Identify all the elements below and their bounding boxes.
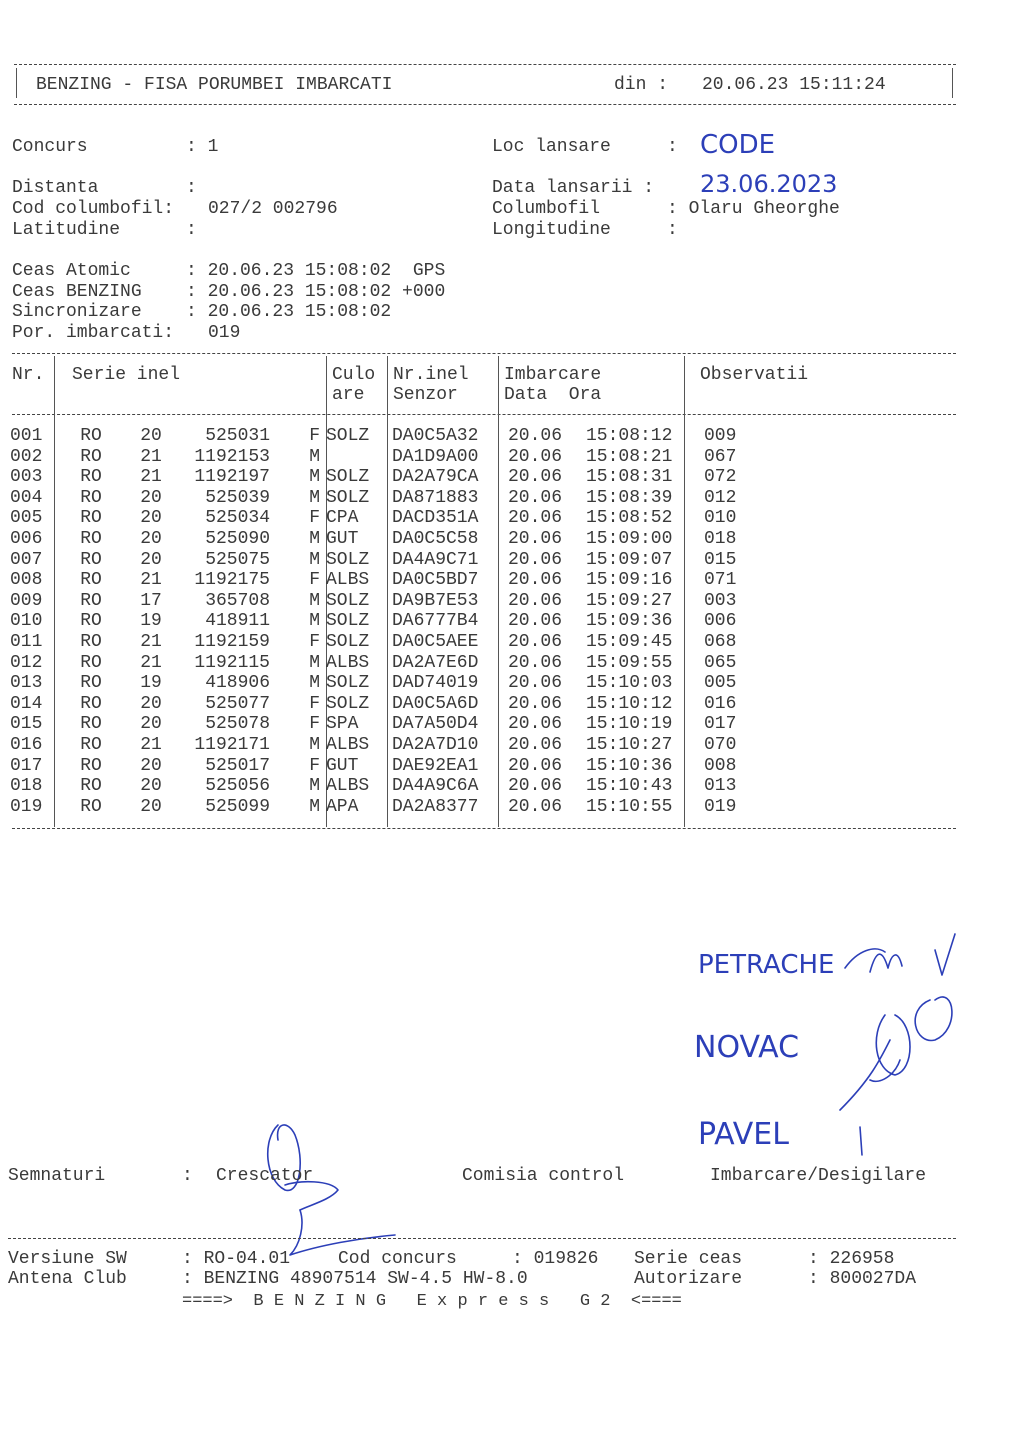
cell-an: 21 <box>140 446 162 467</box>
cell-nr: 007 <box>10 549 43 570</box>
cod-columbofil-value: 027/2 002796 <box>208 199 338 219</box>
versiune-label: Versiune SW <box>8 1249 127 1269</box>
loc-lansare-sep: : <box>667 137 678 157</box>
latitudine-label: Latitudine <box>12 220 121 240</box>
cell-tara: RO <box>80 528 102 549</box>
longitudine-value: : <box>667 220 678 240</box>
cell-senzor: DACD351A <box>392 508 479 529</box>
cell-tara: RO <box>80 796 102 817</box>
cell-sex: M <box>309 673 320 694</box>
cell-obs: 065 <box>704 652 737 673</box>
por-imbarcati-label: Por. imbarcati: <box>12 323 175 343</box>
cell-nr: 009 <box>10 590 43 611</box>
cell-obs: 010 <box>704 508 737 529</box>
signature-stroke <box>915 997 952 1041</box>
cell-senzor: DA0C5AEE <box>392 631 479 652</box>
cell-obs: 015 <box>704 549 737 570</box>
cell-ora: 15:10:12 <box>586 693 673 714</box>
cell-ora: 15:10:27 <box>586 734 673 755</box>
cell-senzor: DAD74019 <box>392 673 479 694</box>
cell-obs: 008 <box>704 755 737 776</box>
latitudine-value: : <box>186 220 197 240</box>
cell-obs: 006 <box>704 611 737 632</box>
cell-an: 20 <box>140 426 162 446</box>
cell-inel: 525099 <box>205 796 270 817</box>
cell-obs: 003 <box>704 590 737 611</box>
cell-inel: 525031 <box>205 426 270 446</box>
cell-sex: M <box>309 796 320 817</box>
signature-stroke <box>876 1015 910 1075</box>
cell-sex: M <box>309 487 320 508</box>
brand-line: ====> B E N Z I N G E x p r e s s G 2 <==== <box>182 1292 682 1311</box>
cell-data: 20.06 <box>508 611 563 632</box>
cell-nr: 010 <box>10 611 43 632</box>
cell-ora: 15:08:39 <box>586 487 673 508</box>
cell-nr: 013 <box>10 673 43 694</box>
cell-data: 20.06 <box>508 467 563 488</box>
cell-senzor: DA6777B4 <box>392 611 479 632</box>
cell-nr: 015 <box>10 714 43 735</box>
cell-senzor: DAE92EA1 <box>392 755 479 776</box>
cell-obs: 005 <box>704 673 737 694</box>
cell-inel: 1192197 <box>194 467 270 488</box>
cell-tara: RO <box>80 467 102 488</box>
cell-tara: RO <box>80 734 102 755</box>
cell-nr: 018 <box>10 776 43 797</box>
loc-lansare-label: Loc lansare <box>492 137 611 157</box>
cell-inel: 365708 <box>205 590 270 611</box>
cell-obs: 018 <box>704 528 737 549</box>
cell-culoare: CPA <box>326 508 359 529</box>
serie-ceas-value: : 226958 <box>808 1249 895 1269</box>
header-din-value: 20.06.23 15:11:24 <box>702 75 886 95</box>
cell-nr: 016 <box>10 734 43 755</box>
col-header-nr-inel: Nr.inel <box>393 365 469 385</box>
cell-nr: 017 <box>10 755 43 776</box>
clock-label: Ceas Atomic <box>12 261 131 281</box>
cell-data: 20.06 <box>508 508 563 529</box>
cell-inel: 418911 <box>205 611 270 632</box>
cell-ora: 15:09:00 <box>586 528 673 549</box>
header-title: BENZING - FISA PORUMBEI IMBARCATI <box>36 75 393 95</box>
cell-nr: 003 <box>10 467 43 488</box>
cell-obs: 009 <box>704 426 737 446</box>
columbofil-label: Columbofil <box>492 199 601 219</box>
cell-obs: 071 <box>704 570 737 591</box>
signature-name-handwritten: NOVAC <box>694 1030 800 1065</box>
cell-inel: 525077 <box>205 693 270 714</box>
cell-culoare: ALBS <box>326 734 370 755</box>
cell-sex: M <box>309 446 320 467</box>
autorizare-value: : 800027DA <box>808 1269 917 1289</box>
cell-tara: RO <box>80 755 102 776</box>
cell-tara: RO <box>80 549 102 570</box>
clock-value: : 20.06.23 15:08:02 +000 <box>186 282 446 302</box>
cell-ora: 15:09:36 <box>586 611 673 632</box>
cell-data: 20.06 <box>508 426 563 446</box>
comisia-label: Comisia control <box>462 1166 625 1186</box>
cell-ora: 15:10:19 <box>586 714 673 735</box>
cell-data: 20.06 <box>508 590 563 611</box>
cell-data: 20.06 <box>508 446 563 467</box>
clock-label: Sincronizare <box>12 302 142 322</box>
footer-top-border <box>8 1238 956 1239</box>
col-header-serie: Serie inel <box>72 365 181 385</box>
cell-sex: M <box>309 776 320 797</box>
cell-nr: 001 <box>10 426 43 446</box>
cell-tara: RO <box>80 487 102 508</box>
versiune-value: : RO-04.01 <box>182 1249 291 1269</box>
cell-an: 21 <box>140 570 162 591</box>
data-lansarii-handwritten: 23.06.2023 <box>700 170 838 198</box>
cell-data: 20.06 <box>508 755 563 776</box>
cell-obs: 072 <box>704 467 737 488</box>
cell-culoare: ALBS <box>326 652 370 673</box>
cell-senzor: DA9B7E53 <box>392 590 479 611</box>
cell-inel: 525075 <box>205 549 270 570</box>
cell-culoare: SOLZ <box>326 631 370 652</box>
cell-inel: 525056 <box>205 776 270 797</box>
concurs-value: : 1 <box>186 137 219 157</box>
cell-data: 20.06 <box>508 734 563 755</box>
cell-an: 20 <box>140 755 162 776</box>
cell-sex: M <box>309 528 320 549</box>
col-header-observatii: Observatii <box>700 365 809 385</box>
cell-culoare: ALBS <box>326 570 370 591</box>
distanta-value: : <box>186 178 197 198</box>
cell-obs: 070 <box>704 734 737 755</box>
cell-senzor: DA0C5A6D <box>392 693 479 714</box>
cell-tara: RO <box>80 570 102 591</box>
cell-inel: 525039 <box>205 487 270 508</box>
cell-an: 21 <box>140 631 162 652</box>
cell-inel: 1192115 <box>194 652 270 673</box>
cell-sex: M <box>309 734 320 755</box>
cell-tara: RO <box>80 611 102 632</box>
cell-culoare: GUT <box>326 528 359 549</box>
cell-culoare: APA <box>326 796 359 817</box>
cell-an: 19 <box>140 673 162 694</box>
cell-senzor: DA2A79CA <box>392 467 479 488</box>
concurs-label: Concurs <box>12 137 88 157</box>
cell-data: 20.06 <box>508 714 563 735</box>
cell-data: 20.06 <box>508 570 563 591</box>
cell-obs: 012 <box>704 487 737 508</box>
cell-culoare: SOLZ <box>326 467 370 488</box>
cell-inel: 525034 <box>205 508 270 529</box>
cell-data: 20.06 <box>508 776 563 797</box>
cell-culoare: ALBS <box>326 776 370 797</box>
cell-nr: 012 <box>10 652 43 673</box>
cell-senzor: DA7A50D4 <box>392 714 479 735</box>
cell-an: 21 <box>140 652 162 673</box>
cell-sex: M <box>309 590 320 611</box>
distanta-label: Distanta <box>12 178 99 198</box>
cell-sex: M <box>309 611 320 632</box>
clock-value: : 20.06.23 15:08:02 GPS <box>186 261 446 281</box>
cell-an: 20 <box>140 508 162 529</box>
antena-value: : BENZING 48907514 SW-4.5 HW-8.0 <box>182 1269 528 1289</box>
cell-obs: 068 <box>704 631 737 652</box>
cell-ora: 15:09:27 <box>586 590 673 611</box>
longitudine-label: Longitudine <box>492 220 611 240</box>
cell-an: 20 <box>140 487 162 508</box>
cell-culoare: SOLZ <box>326 673 370 694</box>
cell-inel: 525090 <box>205 528 270 549</box>
cell-ora: 15:08:21 <box>586 446 673 467</box>
cod-concurs-value: : 019826 <box>512 1249 599 1269</box>
signature-name-handwritten: PAVEL <box>698 1117 789 1152</box>
cell-tara: RO <box>80 590 102 611</box>
cell-an: 20 <box>140 549 162 570</box>
cell-senzor: DA871883 <box>392 487 479 508</box>
por-imbarcati-value: 019 <box>208 323 241 343</box>
cell-ora: 15:08:31 <box>586 467 673 488</box>
col-header-imbarcare: Imbarcare <box>504 365 602 385</box>
cell-an: 20 <box>140 714 162 735</box>
cell-an: 20 <box>140 528 162 549</box>
cell-senzor: DA2A8377 <box>392 796 479 817</box>
cell-culoare: SPA <box>326 714 359 735</box>
signature-name-handwritten: PETRACHE <box>698 950 835 980</box>
cell-inel: 1192171 <box>194 734 270 755</box>
cell-sex: F <box>309 755 320 776</box>
cell-sex: M <box>309 652 320 673</box>
cod-concurs-label: Cod concurs <box>338 1249 457 1269</box>
semnaturi-sep: : <box>182 1166 193 1186</box>
cell-senzor: DA4A9C71 <box>392 549 479 570</box>
serie-ceas-label: Serie ceas <box>634 1249 743 1269</box>
col-header-nr: Nr. <box>12 365 45 385</box>
cell-data: 20.06 <box>508 673 563 694</box>
cell-sex: F <box>309 693 320 714</box>
cell-inel: 1192153 <box>194 446 270 467</box>
cell-nr: 004 <box>10 487 43 508</box>
cell-ora: 15:09:45 <box>586 631 673 652</box>
cell-senzor: DA2A7D10 <box>392 734 479 755</box>
cell-obs: 017 <box>704 714 737 735</box>
cell-an: 20 <box>140 776 162 797</box>
cell-data: 20.06 <box>508 693 563 714</box>
cell-sex: M <box>309 549 320 570</box>
cell-inel: 525017 <box>205 755 270 776</box>
cell-senzor: DA0C5BD7 <box>392 570 479 591</box>
cell-sex: F <box>309 508 320 529</box>
cell-culoare: SOLZ <box>326 426 370 446</box>
cell-ora: 15:09:55 <box>586 652 673 673</box>
cell-sex: F <box>309 426 320 446</box>
cell-nr: 008 <box>10 570 43 591</box>
cell-nr: 011 <box>10 631 43 652</box>
cell-obs: 013 <box>704 776 737 797</box>
col-header-culoare-2: are <box>332 385 365 405</box>
cell-ora: 15:10:55 <box>586 796 673 817</box>
signature-stroke <box>860 1127 862 1155</box>
cell-culoare: SOLZ <box>326 590 370 611</box>
cell-obs: 019 <box>704 796 737 817</box>
cell-obs: 067 <box>704 446 737 467</box>
cell-inel: 1192159 <box>194 631 270 652</box>
cell-nr: 002 <box>10 446 43 467</box>
cell-senzor: DA2A7E6D <box>392 652 479 673</box>
cell-nr: 019 <box>10 796 43 817</box>
cell-culoare: SOLZ <box>326 487 370 508</box>
cell-inel: 418906 <box>205 673 270 694</box>
cell-data: 20.06 <box>508 796 563 817</box>
cell-an: 17 <box>140 590 162 611</box>
cell-ora: 15:09:16 <box>586 570 673 591</box>
col-header-data-ora: Data Ora <box>504 385 602 405</box>
cell-nr: 014 <box>10 693 43 714</box>
cell-tara: RO <box>80 673 102 694</box>
cell-tara: RO <box>80 631 102 652</box>
cell-culoare: SOLZ <box>326 611 370 632</box>
cell-obs: 016 <box>704 693 737 714</box>
cell-ora: 15:10:36 <box>586 755 673 776</box>
clock-label: Ceas BENZING <box>12 282 142 302</box>
cell-data: 20.06 <box>508 549 563 570</box>
cell-nr: 005 <box>10 508 43 529</box>
cell-tara: RO <box>80 446 102 467</box>
cell-ora: 15:09:07 <box>586 549 673 570</box>
cell-an: 21 <box>140 734 162 755</box>
signature-stroke <box>840 1040 900 1110</box>
header-din-label: din : <box>614 75 669 95</box>
cell-culoare: SOLZ <box>326 693 370 714</box>
cell-senzor: DA4A9C6A <box>392 776 479 797</box>
semnaturi-label: Semnaturi <box>8 1166 106 1186</box>
cell-ora: 15:10:43 <box>586 776 673 797</box>
cell-data: 20.06 <box>508 652 563 673</box>
cell-data: 20.06 <box>508 487 563 508</box>
cell-tara: RO <box>80 776 102 797</box>
cell-an: 21 <box>140 467 162 488</box>
crescator-label: Crescator <box>216 1166 314 1186</box>
clock-value: : 20.06.23 15:08:02 <box>186 302 392 322</box>
cell-sex: F <box>309 714 320 735</box>
cell-culoare: GUT <box>326 755 359 776</box>
cell-data: 20.06 <box>508 631 563 652</box>
cell-ora: 15:08:12 <box>586 426 673 446</box>
cell-tara: RO <box>80 714 102 735</box>
cell-ora: 15:08:52 <box>586 508 673 529</box>
cell-culoare: SOLZ <box>326 549 370 570</box>
cell-sex: M <box>309 467 320 488</box>
cell-an: 20 <box>140 796 162 817</box>
autorizare-label: Autorizare <box>634 1269 743 1289</box>
cell-ora: 15:10:03 <box>586 673 673 694</box>
cell-data: 20.06 <box>508 528 563 549</box>
imbarcare-label: Imbarcare/Desigilare <box>710 1166 927 1186</box>
data-lansarii-label: Data lansarii : <box>492 178 655 198</box>
cod-columbofil-label: Cod columbofil: <box>12 199 175 219</box>
cell-tara: RO <box>80 652 102 673</box>
cell-sex: F <box>309 631 320 652</box>
signature-stroke <box>845 949 902 972</box>
cell-senzor: DA1D9A00 <box>392 446 479 467</box>
cell-nr: 006 <box>10 528 43 549</box>
antena-label: Antena Club <box>8 1269 127 1289</box>
cell-senzor: DA0C5A32 <box>392 426 479 446</box>
cell-tara: RO <box>80 426 102 446</box>
col-header-culoare: Culo <box>332 365 376 385</box>
col-header-senzor: Senzor <box>393 385 458 405</box>
cell-tara: RO <box>80 508 102 529</box>
signature-stroke <box>935 934 955 975</box>
cell-senzor: DA0C5C58 <box>392 528 479 549</box>
cell-tara: RO <box>80 693 102 714</box>
cell-inel: 1192175 <box>194 570 270 591</box>
columbofil-value: : Olaru Gheorghe <box>667 199 840 219</box>
loc-lansare-handwritten: CODE <box>700 130 776 160</box>
cell-an: 19 <box>140 611 162 632</box>
cell-an: 20 <box>140 693 162 714</box>
cell-inel: 525078 <box>205 714 270 735</box>
cell-sex: F <box>309 570 320 591</box>
